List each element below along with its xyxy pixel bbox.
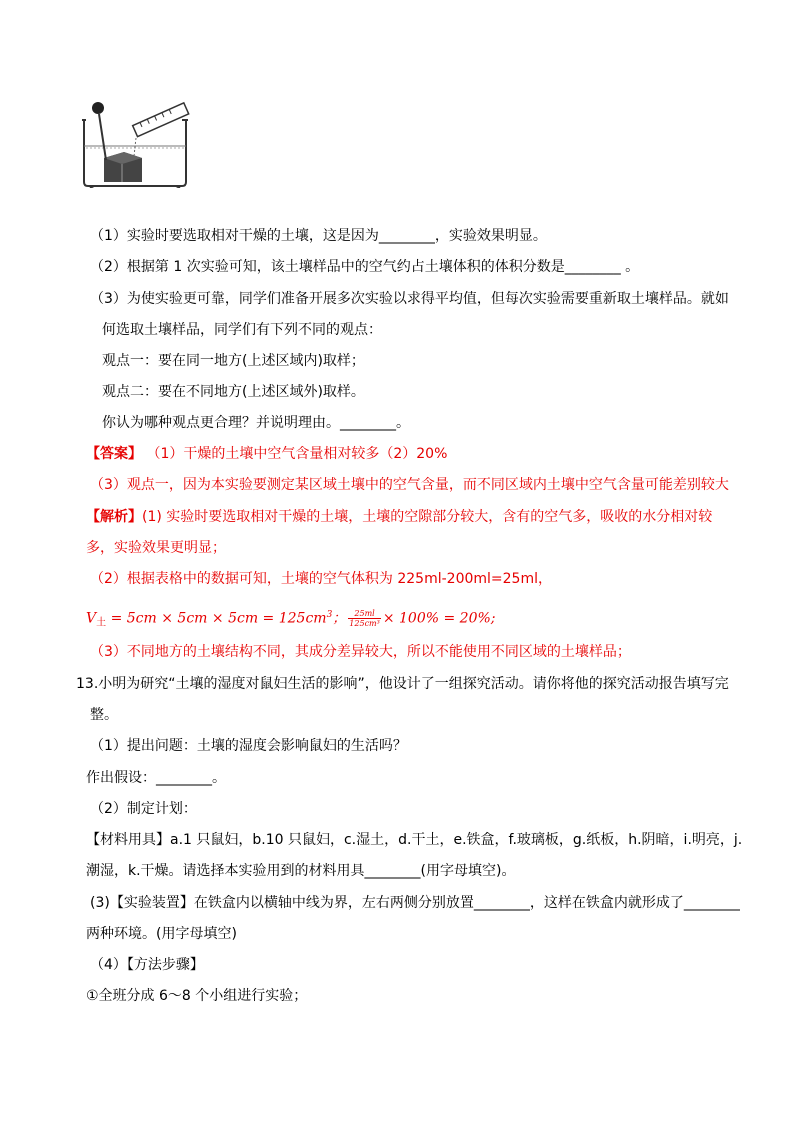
volume-formula	[86, 602, 496, 637]
fraction-denominator: 125cm³	[349, 619, 380, 629]
answer-line-2: （3）观点一，因为本实验要测定某区域土壤中的空气含量，而不同区域内土壤中空气含量可能差别较大	[90, 477, 729, 493]
answer-label: 【答案】	[86, 446, 142, 462]
explanation-line-2: （2）根据表格中的数据可知，土壤的空气体积为 225ml-200ml=25ml，	[90, 571, 552, 587]
device-line-1: (3)【实验装置】在铁盒内以横轴中线为界，左右两侧分别放置________，这样在铁盒内就形成了________	[90, 895, 740, 911]
viewpoint-one: 观点一：要在同一地方(上述区域内)取样；	[102, 353, 365, 369]
method-step-1: ①全班分成 6～8 个小组进行实验；	[86, 988, 308, 1004]
fraction-numerator: 25ml	[348, 609, 381, 619]
explanation-label: 【解析】	[86, 509, 142, 525]
formula-subscript: 土	[96, 617, 107, 629]
formula-separator: ；	[332, 610, 347, 627]
formula-lhs: V	[86, 610, 97, 627]
question-3-continue: 何选取土壤样品，同学们有下列不同的观点：	[102, 322, 382, 338]
materials-line-2: 潮湿，k.干燥。请选择本实验用到的材料用具________(用字母填空)。	[86, 863, 516, 879]
viewpoint-two: 观点二：要在不同地方(上述区域外)取样。	[102, 384, 365, 400]
question-3-ask: 你认为哪种观点更合理？并说明理由。________。	[102, 415, 410, 431]
question-1: （1）实验时要选取相对干燥的土壤，这是因为________，实验效果明显。	[90, 228, 547, 244]
question-13-continue: 整。	[90, 707, 118, 723]
formula-mid: = 5cm × 5cm × 5cm = 125cm	[106, 610, 327, 627]
explanation-part-1: (1) 实验时要选取相对干燥的土壤，土壤的空隙部分较大，含有的空气多，吸收的水分相对较	[142, 509, 713, 525]
explanation-line-1	[86, 507, 712, 527]
formula-fraction	[348, 609, 381, 628]
explanation-line-3: （3）不同地方的土壤结构不同，其成分差异较大，所以不能使用不同区域的土壤样品；	[90, 644, 631, 660]
step-propose-question: （1）提出问题：土壤的湿度会影响鼠妇的生活吗？	[90, 738, 407, 754]
question-2: （2）根据第 1 次实验可知，该土壤样品中的空气约占土壤体积的体积分数是________ 。	[90, 259, 640, 275]
formula-superscript: 3	[326, 610, 333, 620]
beaker-experiment-icon	[76, 98, 198, 188]
hypothesis: 作出假设：________。	[86, 770, 226, 786]
answer-part-1: （1）干燥的土壤中空气含量相对较多（2）20%	[142, 446, 448, 462]
explanation-line-1b: 多，实验效果更明显；	[86, 540, 226, 556]
question-13-intro: 13.小明为研究“土壤的湿度对鼠妇生活的影响”，他设计了一组探究活动。请你将他的探究活动报告填写完	[76, 676, 729, 692]
materials-line-1: 【材料用具】a.1 只鼠妇，b.10 只鼠妇，c.湿土，d.干土，e.铁盒，f.玻璃板，g.纸板，h.阴暗，i.明亮，j.	[86, 832, 743, 848]
step-make-plan: （2）制定计划：	[90, 801, 197, 817]
question-3-intro: （3）为使实验更可靠，同学们准备开展多次实验以求得平均值，但每次实验需要重新取土壤样品。就如	[90, 291, 729, 307]
formula-rhs: × 100% = 20%;	[382, 610, 496, 627]
device-line-2: 两种环境。(用字母填空)	[86, 926, 237, 942]
answer-line-1	[86, 444, 447, 464]
step-method: （4）【方法步骤】	[90, 957, 204, 973]
